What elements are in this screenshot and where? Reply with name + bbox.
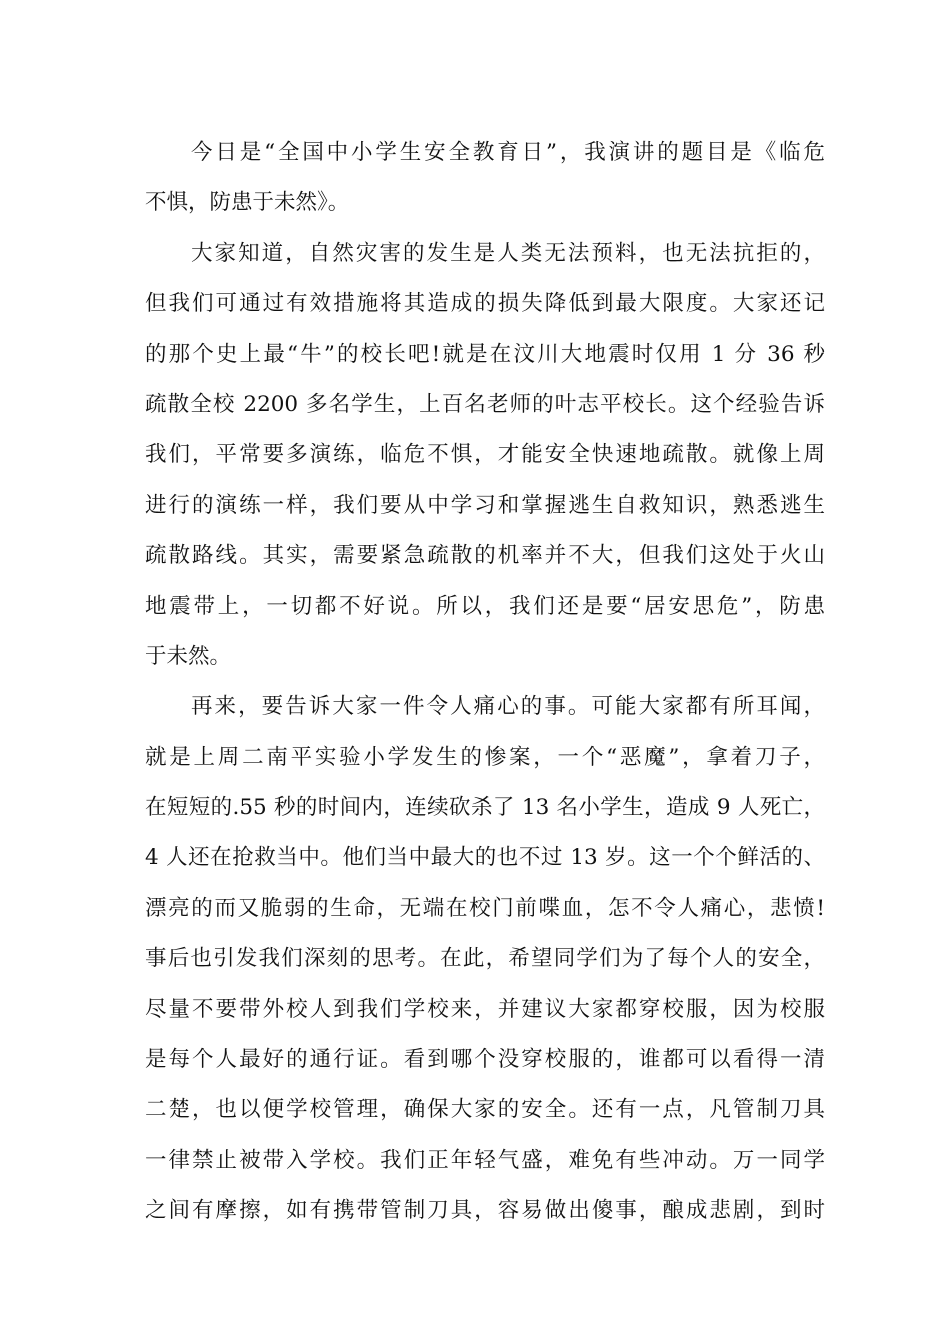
text-line: 我们，平常要多演练，临危不惧，才能安全快速地疏散。就像上周 [145,442,825,468]
paragraph-2-line-1 [145,229,825,279]
text-line: 就是上周二南平实验小学发生的惨案，一个“恶魔”，拿着刀子， [145,744,825,770]
text-line: 但我们可通过有效措施将其造成的损失降低到最大限度。大家还记 [145,291,825,317]
paragraph-2-line-6 [145,481,825,531]
paragraph-2-line-3 [145,330,825,380]
text-line: 二楚，也以便学校管理，确保大家的安全。还有一点，凡管制刀具 [145,1097,825,1123]
text-line: 进行的演练一样，我们要从中学习和掌握逃生自救知识，熟悉逃生 [145,492,825,518]
text-line: 不惧，防患于未然》。 [145,190,350,216]
paragraph-2-line-5 [145,430,825,480]
text-line: 疏散全校 2200 多名学生，上百名老师的叶志平校长。这个经验告诉 [145,391,825,417]
text-line: 再来，要告诉大家一件令人痛心的事。可能大家都有所耳闻， [191,694,825,720]
text-line: 在短短的.55 秒的时间内，连续砍杀了 13 名小学生，造成 9 人死亡， [145,795,825,821]
paragraph-2-line-9 [145,632,825,682]
text-line: 地震带上，一切都不好说。所以，我们还是要“居安思危”，防患 [145,593,825,619]
text-line: 事后也引发我们深刻的思考。在此，希望同学们为了每个人的安全， [145,946,825,972]
text-line: 今日是“全国中小学生安全教育日”，我演讲的题目是《临危 [191,140,825,165]
text-line: 大家知道，自然灾害的发生是人类无法预料，也无法抗拒的， [191,240,825,266]
paragraph-1-line-2 [145,178,825,228]
paragraph-3-line-9 [145,1085,825,1135]
paragraph-2-line-2 [145,279,825,329]
text-line: 的那个史上最“牛”的校长吧!就是在汶川大地震时仅用 1 分 36 秒 [145,341,825,367]
paragraph-3-line-5 [145,884,825,934]
text-line: 尽量不要带外校人到我们学校来，并建议大家都穿校服，因为校服 [145,996,825,1022]
text-line: 疏散路线。其实，需要紧急疏散的机率并不大，但我们这处于火山 [145,543,825,569]
text-line: 一律禁止被带入学校。我们正年轻气盛，难免有些冲动。万一同学 [145,1147,825,1173]
paragraph-3-line-11 [145,1186,825,1236]
paragraph-2-line-8 [145,582,825,632]
paragraph-3-line-7 [145,985,825,1035]
paragraph-3-line-3 [145,783,825,833]
paragraph-3-line-1 [145,682,825,732]
text-line: 之间有摩擦，如有携带管制刀具，容易做出傻事，酿成悲剧，到时 [145,1198,825,1224]
paragraph-2-line-7 [145,531,825,581]
paragraph-1-line-1 [145,128,825,178]
document-body [145,128,825,1237]
text-line: 4 人还在抢救当中。他们当中最大的也不过 13 岁。这一个个鲜活的、 [145,845,825,871]
paragraph-3-line-10 [145,1136,825,1186]
text-line: 漂亮的而又脆弱的生命，无端在校门前喋血，怎不令人痛心，悲愤! [145,895,825,921]
text-line: 是每个人最好的通行证。看到哪个没穿校服的，谁都可以看得一清 [145,1047,825,1073]
paragraph-2-line-4 [145,380,825,430]
text-line: 于未然。 [145,643,232,669]
paragraph-3-line-2 [145,733,825,783]
paragraph-3-line-6 [145,934,825,984]
paragraph-3-line-4 [145,833,825,883]
paragraph-3-line-8 [145,1035,825,1085]
